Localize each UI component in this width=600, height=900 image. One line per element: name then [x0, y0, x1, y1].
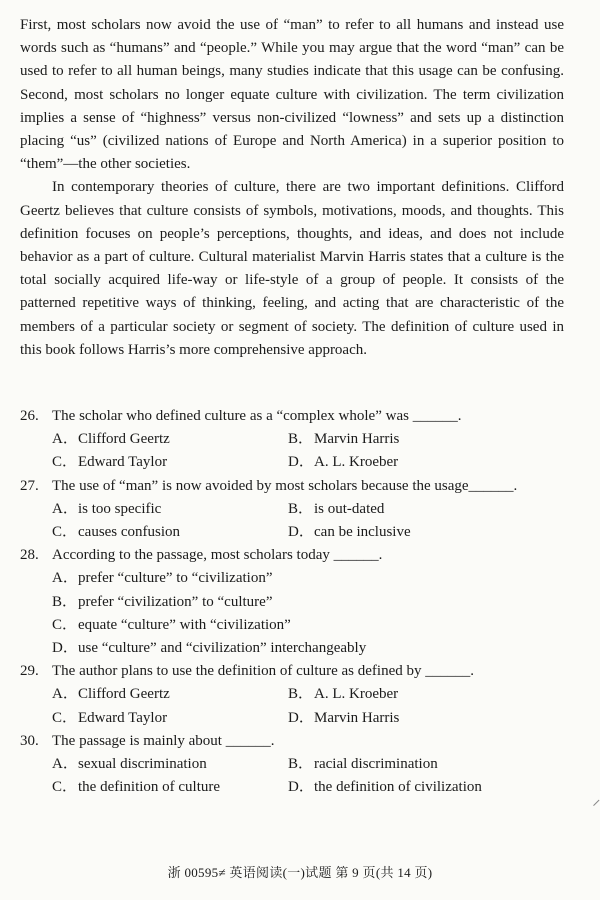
question-stem	[20, 475, 580, 498]
option-row	[20, 614, 580, 637]
option-text: can be inclusive	[314, 524, 411, 541]
option-text: Clifford Geertz	[78, 431, 170, 448]
option-c[interactable]	[52, 776, 288, 799]
option-letter: C．	[52, 524, 78, 541]
option-text: A. L. Kroeber	[314, 454, 399, 471]
option-a[interactable]	[52, 498, 288, 521]
option-c[interactable]	[52, 614, 291, 637]
option-text: A. L. Kroeber	[314, 686, 399, 703]
option-letter: B．	[288, 431, 314, 448]
option-letter: B．	[288, 756, 314, 773]
question-text: According to the passage, most scholars today ______.	[52, 547, 383, 564]
option-letter: B．	[288, 686, 314, 703]
option-row	[20, 683, 580, 706]
option-row	[20, 521, 580, 544]
question-29	[20, 660, 580, 730]
option-c[interactable]	[52, 707, 288, 730]
option-letter: C．	[52, 454, 78, 471]
question-stem	[20, 544, 580, 567]
option-text: Clifford Geertz	[78, 686, 170, 703]
option-letter: A．	[52, 570, 78, 587]
question-list	[20, 405, 580, 799]
question-number: 28.	[20, 547, 39, 564]
option-d[interactable]	[288, 521, 524, 544]
option-row	[20, 451, 580, 474]
option-row	[20, 776, 580, 799]
passage-paragraph-1: First, most scholars now avoid the use of “man” to refer to all humans and instead use words such as “humans” and “people.” While you may argue that the word “man” can be used to refer to all human beings, many studies indicate that this usage can be confusing. Second, most scholars no longer equate culture with civilization. The term civilization implies a sense of “highness” versus non-civilized “lowness” and sets up a distinction placing “us” (civilized nations of Europe and North America) in a superior position to “them”—the other societies.	[20, 17, 564, 173]
option-text: racial discrimination	[314, 756, 438, 773]
option-letter: B．	[52, 593, 78, 610]
option-row	[20, 753, 580, 776]
question-stem	[20, 660, 580, 683]
option-row	[20, 428, 580, 451]
option-text: is too specific	[78, 500, 162, 517]
option-a[interactable]	[52, 567, 272, 590]
option-letter: D．	[288, 709, 314, 726]
option-d[interactable]	[288, 707, 524, 730]
option-b[interactable]	[288, 428, 524, 451]
option-a[interactable]	[52, 753, 288, 776]
option-d[interactable]	[288, 451, 524, 474]
option-letter: A．	[52, 500, 78, 517]
option-letter: C．	[52, 779, 78, 796]
option-text: the definition of culture	[78, 779, 221, 796]
option-letter: D．	[288, 454, 314, 471]
question-30	[20, 730, 580, 800]
option-text: the definition of civilization	[314, 779, 482, 796]
question-28	[20, 544, 580, 660]
option-text: Marvin Harris	[314, 431, 400, 448]
option-letter: D．	[288, 524, 314, 541]
option-text: Marvin Harris	[314, 709, 400, 726]
option-d[interactable]	[52, 637, 366, 660]
option-text: use “culture” and “civilization” interchangeably	[78, 640, 367, 657]
option-text: equate “culture” with “civilization”	[78, 616, 291, 633]
option-letter: C．	[52, 616, 78, 633]
option-a[interactable]	[52, 428, 288, 451]
question-text: The author plans to use the definition of culture as defined by ______.	[52, 663, 474, 680]
option-text: is out-dated	[314, 500, 385, 517]
reading-passage	[20, 14, 564, 362]
option-text: Edward Taylor	[78, 709, 168, 726]
question-27	[20, 475, 580, 545]
option-letter: A．	[52, 686, 78, 703]
option-letter: D．	[288, 779, 314, 796]
option-text: prefer “culture” to “civilization”	[78, 570, 273, 587]
page-footer: 浙 00595≠ 英语阅读(一)试题 第 9 页(共 14 页)	[167, 865, 433, 880]
question-stem	[20, 730, 580, 753]
option-text: sexual discrimination	[78, 756, 207, 773]
option-letter: C．	[52, 709, 78, 726]
option-b[interactable]	[288, 753, 524, 776]
option-letter: A．	[52, 756, 78, 773]
option-b[interactable]	[52, 591, 272, 614]
option-row	[20, 707, 580, 730]
option-text: Edward Taylor	[78, 454, 168, 471]
question-26	[20, 405, 580, 475]
question-number: 27.	[20, 477, 39, 494]
question-text: The use of “man” is now avoided by most scholars because the usage______.	[52, 477, 518, 494]
option-c[interactable]	[52, 521, 288, 544]
question-stem	[20, 405, 580, 428]
option-row	[20, 567, 580, 590]
option-text: causes confusion	[78, 524, 181, 541]
option-b[interactable]	[288, 683, 524, 706]
passage-paragraph-2: In contemporary theories of culture, there are two important definitions. Clifford Geertz believes that culture consists of symbols, motivations, moods, and thoughts. This definition focuses on people’s perceptions, thoughts, and ideas, and does not include behavior as a part of culture. Cultural materialist Marvin Harris states that a culture is the total socially acquired life-way or life-style of a group of people. It consists of the patterned repetitive ways of thinking, feeling, and acting that are characteristic of the members of a particular society or segment of society. The definition of culture used in this book follows Harris’s more comprehensive approach.	[20, 179, 564, 358]
option-c[interactable]	[52, 451, 288, 474]
question-number: 30.	[20, 732, 39, 749]
option-d[interactable]	[288, 776, 524, 799]
option-row	[20, 637, 580, 660]
option-b[interactable]	[288, 498, 524, 521]
option-text: prefer “civilization” to “culture”	[78, 593, 273, 610]
option-row	[20, 498, 580, 521]
margin-mark	[587, 794, 599, 806]
option-a[interactable]	[52, 683, 288, 706]
question-text: The passage is mainly about ______.	[52, 732, 275, 749]
question-text: The scholar who defined culture as a “complex whole” was ______.	[52, 408, 462, 424]
option-letter: A．	[52, 431, 78, 448]
question-number: 26.	[20, 408, 39, 424]
option-letter: B．	[288, 500, 314, 517]
option-letter: D．	[52, 640, 78, 657]
option-row	[20, 591, 580, 614]
question-number: 29.	[20, 663, 39, 680]
